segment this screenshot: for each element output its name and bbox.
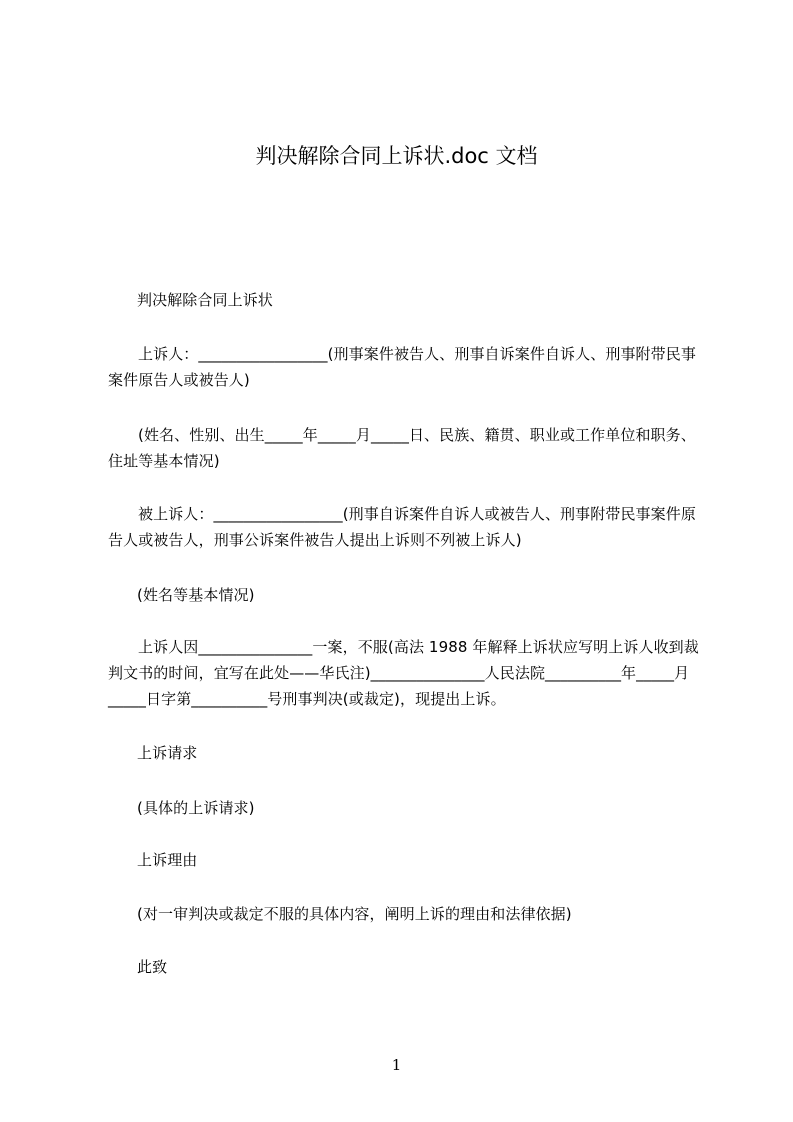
- case-statement-paragraph: 上诉人因_______________一案，不服(高法 1988 年解释上诉状应写明上诉人收到裁判文书的时间，宜写在此处——华氏注)_______________人民法院__________年_____月_____日字第__________号刑事判决(或裁定)，现提出上诉。: [108, 638, 699, 708]
- request-heading: 上诉请求: [137, 744, 198, 762]
- reason-heading: 上诉理由: [137, 851, 198, 869]
- appellant-paragraph: 上诉人：_________________(刑事案件被告人、刑事自诉案件自诉人、刑事附带民事案件原告人或被告人): [108, 345, 696, 389]
- closing-line: 此致: [137, 958, 168, 976]
- document-title: 判决解除合同上诉状.doc 文档: [255, 144, 538, 168]
- appellee-paragraph: 被上诉人：_________________(刑事自诉案件自诉人或被告人、刑事附带民事案件原告人或被告人，刑事公诉案件被告人提出上诉则不列被上诉人): [108, 505, 696, 549]
- appellee-info-paragraph: (姓名等基本情况): [137, 586, 255, 604]
- request-detail: (具体的上诉请求): [137, 799, 255, 817]
- page-number: 1: [391, 1056, 402, 1074]
- appeal-heading: 判决解除合同上诉状: [137, 291, 273, 309]
- appellant-info-paragraph: (姓名、性别、出生_____年_____月_____日、民族、籍贯、职业或工作单位和职务、住址等基本情况): [108, 426, 696, 470]
- reason-detail: (对一审判决或裁定不服的具体内容，阐明上诉的理由和法律依据): [137, 905, 572, 923]
